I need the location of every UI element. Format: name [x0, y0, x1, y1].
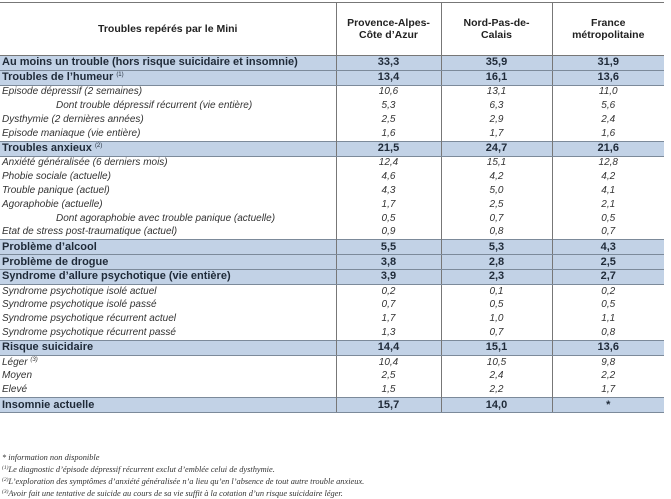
row-label-text: Syndrome d’allure psychotique (vie entière) — [2, 270, 231, 283]
value-paca: 1,6 — [336, 127, 441, 141]
row-label-text: Léger — [2, 357, 28, 369]
value-france: 4,3 — [552, 240, 664, 255]
footnote — [2, 475, 667, 487]
value-paca: 2,5 — [336, 370, 441, 384]
row-label-text: Trouble panique (actuel) — [2, 185, 110, 197]
value-france: 21,6 — [552, 141, 664, 156]
value-paca: 15,7 — [336, 398, 441, 413]
value-npdc: 4,2 — [441, 170, 552, 184]
footnote-marker: (1) — [2, 465, 9, 471]
value-france: 2,2 — [552, 370, 664, 384]
row-label — [0, 85, 336, 99]
value-paca: 2,5 — [336, 113, 441, 127]
table-row — [0, 85, 664, 99]
value-npdc: 16,1 — [441, 70, 552, 85]
value-paca: 4,3 — [336, 184, 441, 198]
footnote — [2, 487, 667, 499]
row-label — [0, 226, 336, 240]
value-npdc: 14,0 — [441, 398, 552, 413]
row-label — [0, 340, 336, 355]
value-npdc: 5,3 — [441, 240, 552, 255]
value-france: 5,6 — [552, 99, 664, 113]
value-npdc: 0,7 — [441, 326, 552, 340]
value-npdc: 1,7 — [441, 127, 552, 141]
value-paca: 1,7 — [336, 312, 441, 326]
category-row — [0, 340, 664, 355]
value-france: 4,1 — [552, 184, 664, 198]
value-npdc: 15,1 — [441, 156, 552, 170]
row-label-text: Episode maniaque (vie entière) — [2, 127, 141, 139]
table-row — [0, 184, 664, 198]
value-paca: 5,5 — [336, 240, 441, 255]
value-paca: 4,6 — [336, 170, 441, 184]
footnote-ref: (3) — [30, 357, 38, 364]
row-label-text: Dont trouble dépressif récurrent (vie entière) — [56, 100, 253, 112]
value-france: 11,0 — [552, 85, 664, 99]
value-npdc: 24,7 — [441, 141, 552, 156]
row-label — [0, 255, 336, 270]
row-label — [0, 184, 336, 198]
row-label-text: Moyen — [2, 370, 33, 382]
value-france: 0,7 — [552, 226, 664, 240]
value-france: 9,8 — [552, 355, 664, 369]
value-npdc: 13,1 — [441, 85, 552, 99]
row-label — [0, 284, 336, 298]
value-npdc: 0,7 — [441, 212, 552, 226]
value-france: 2,5 — [552, 255, 664, 270]
row-label — [0, 198, 336, 212]
header-npdc: Nord-Pas-de- Calais — [441, 3, 552, 56]
row-label — [0, 398, 336, 413]
table-row — [0, 355, 664, 369]
value-paca: 10,4 — [336, 355, 441, 369]
table-row — [0, 113, 664, 127]
category-row — [0, 255, 664, 270]
row-label-text: Agoraphobie (actuelle) — [2, 198, 103, 210]
row-label-text: Elevé — [2, 384, 28, 396]
table-row — [0, 127, 664, 141]
value-paca: 13,4 — [336, 70, 441, 85]
value-paca: 1,3 — [336, 326, 441, 340]
value-npdc: 35,9 — [441, 56, 552, 71]
value-npdc: 0,8 — [441, 226, 552, 240]
value-france: 0,8 — [552, 326, 664, 340]
value-france: 2,7 — [552, 269, 664, 284]
value-paca: 0,2 — [336, 284, 441, 298]
row-label-text: Anxiété généralisée (6 derniers mois) — [2, 157, 168, 169]
row-label-text: Etat de stress post-traumatique (actuel) — [2, 226, 178, 238]
value-npdc: 6,3 — [441, 99, 552, 113]
footnote-text: * information non disponible — [2, 453, 100, 462]
value-paca: 3,9 — [336, 269, 441, 284]
category-row — [0, 240, 664, 255]
footnote-text: Le diagnostic d’épisode dépressif récurrent exclut d’emblée celui de dysthymie. — [8, 465, 275, 474]
footnote-marker: (3) — [2, 489, 9, 495]
row-label-text: Problème d’alcool — [2, 240, 97, 253]
footnote-marker: (2) — [2, 477, 9, 483]
table-row — [0, 326, 664, 340]
value-paca: 0,5 — [336, 212, 441, 226]
row-label — [0, 113, 336, 127]
table-row — [0, 312, 664, 326]
row-label — [0, 70, 336, 85]
value-france: 31,9 — [552, 56, 664, 71]
row-label-text: Syndrome psychotique récurrent actuel — [2, 313, 176, 325]
value-france: 2,1 — [552, 198, 664, 212]
value-npdc: 2,4 — [441, 370, 552, 384]
value-npdc: 15,1 — [441, 340, 552, 355]
table-row — [0, 170, 664, 184]
value-paca: 10,6 — [336, 85, 441, 99]
value-npdc: 2,5 — [441, 198, 552, 212]
row-label — [0, 156, 336, 170]
header-paca: Provence-Alpes- Côte d’Azur — [336, 3, 441, 56]
value-paca: 33,3 — [336, 56, 441, 71]
row-label — [0, 99, 336, 113]
value-npdc: 0,5 — [441, 299, 552, 313]
table-row — [0, 284, 664, 298]
footnote — [2, 463, 667, 475]
value-france: 0,5 — [552, 212, 664, 226]
category-row — [0, 269, 664, 284]
value-france: 1,1 — [552, 312, 664, 326]
category-row — [0, 398, 664, 413]
row-label — [0, 240, 336, 255]
value-npdc: 2,3 — [441, 269, 552, 284]
table-row — [0, 156, 664, 170]
value-npdc: 1,0 — [441, 312, 552, 326]
value-france: 12,8 — [552, 156, 664, 170]
row-label-text: Troubles de l’humeur — [2, 71, 114, 84]
category-row — [0, 70, 664, 85]
row-label-text: Episode dépressif (2 semaines) — [2, 86, 143, 98]
table-row — [0, 99, 664, 113]
row-label-text: Syndrome psychotique récurrent passé — [2, 327, 176, 339]
row-label-text: Troubles anxieux — [2, 142, 92, 155]
value-france: 2,4 — [552, 113, 664, 127]
row-label-text: Phobie sociale (actuelle) — [2, 171, 111, 183]
value-france: 1,6 — [552, 127, 664, 141]
row-label — [0, 326, 336, 340]
value-npdc: 2,2 — [441, 383, 552, 397]
table-row — [0, 383, 664, 397]
value-france: 4,2 — [552, 170, 664, 184]
row-label — [0, 355, 336, 369]
table-row — [0, 226, 664, 240]
footnotes — [2, 452, 667, 499]
value-france: 13,6 — [552, 70, 664, 85]
results-table — [0, 2, 664, 413]
value-france: * — [552, 398, 664, 413]
value-france: 0,2 — [552, 284, 664, 298]
footnote — [2, 452, 667, 463]
row-label — [0, 383, 336, 397]
table-row — [0, 198, 664, 212]
table-row — [0, 212, 664, 226]
footnote-ref: (2) — [94, 143, 103, 150]
value-france: 13,6 — [552, 340, 664, 355]
header-row — [0, 3, 664, 56]
row-label-text: Syndrome psychotique isolé passé — [2, 299, 157, 311]
header-france: France métropolitaine — [552, 3, 664, 56]
table-row — [0, 299, 664, 313]
row-label-text: Risque suicidaire — [2, 341, 94, 354]
row-label-text: Problème de drogue — [2, 255, 109, 268]
value-npdc: 10,5 — [441, 355, 552, 369]
value-npdc: 2,9 — [441, 113, 552, 127]
row-label — [0, 299, 336, 313]
value-paca: 0,7 — [336, 299, 441, 313]
value-paca: 3,8 — [336, 255, 441, 270]
row-label-text: Dont agoraphobie avec trouble panique (actuelle) — [56, 212, 276, 224]
value-npdc: 2,8 — [441, 255, 552, 270]
footnote-text: L’exploration des symptômes d’anxiété généralisée n’a lieu qu’en l’absence de tout autre trouble anxieux. — [8, 477, 365, 486]
row-label-text: Au moins un trouble (hors risque suicidaire et insomnie) — [2, 56, 298, 69]
row-label — [0, 56, 336, 71]
row-label — [0, 141, 336, 156]
value-paca: 1,7 — [336, 198, 441, 212]
value-paca: 12,4 — [336, 156, 441, 170]
row-label — [0, 269, 336, 284]
row-label — [0, 212, 336, 226]
row-label — [0, 312, 336, 326]
category-row — [0, 56, 664, 71]
value-paca: 14,4 — [336, 340, 441, 355]
row-label — [0, 127, 336, 141]
value-france: 0,5 — [552, 299, 664, 313]
header-troubles: Troubles repérés par le Mini — [0, 3, 336, 56]
table-body — [0, 56, 664, 413]
footnote-text: Avoir fait une tentative de suicide au cours de sa vie suffit à la cotation d’un risque suicidaire léger. — [8, 489, 343, 498]
row-label — [0, 370, 336, 384]
value-paca: 0,9 — [336, 226, 441, 240]
table-row — [0, 370, 664, 384]
value-france: 1,7 — [552, 383, 664, 397]
footnote-ref: (1) — [116, 72, 124, 79]
row-label-text: Dysthymie (2 dernières années) — [2, 114, 144, 126]
value-paca: 21,5 — [336, 141, 441, 156]
value-npdc: 0,1 — [441, 284, 552, 298]
value-paca: 5,3 — [336, 99, 441, 113]
category-row — [0, 141, 664, 156]
value-paca: 1,5 — [336, 383, 441, 397]
row-label — [0, 170, 336, 184]
row-label-text: Insomnie actuelle — [2, 398, 95, 411]
value-npdc: 5,0 — [441, 184, 552, 198]
row-label-text: Syndrome psychotique isolé actuel — [2, 285, 157, 297]
